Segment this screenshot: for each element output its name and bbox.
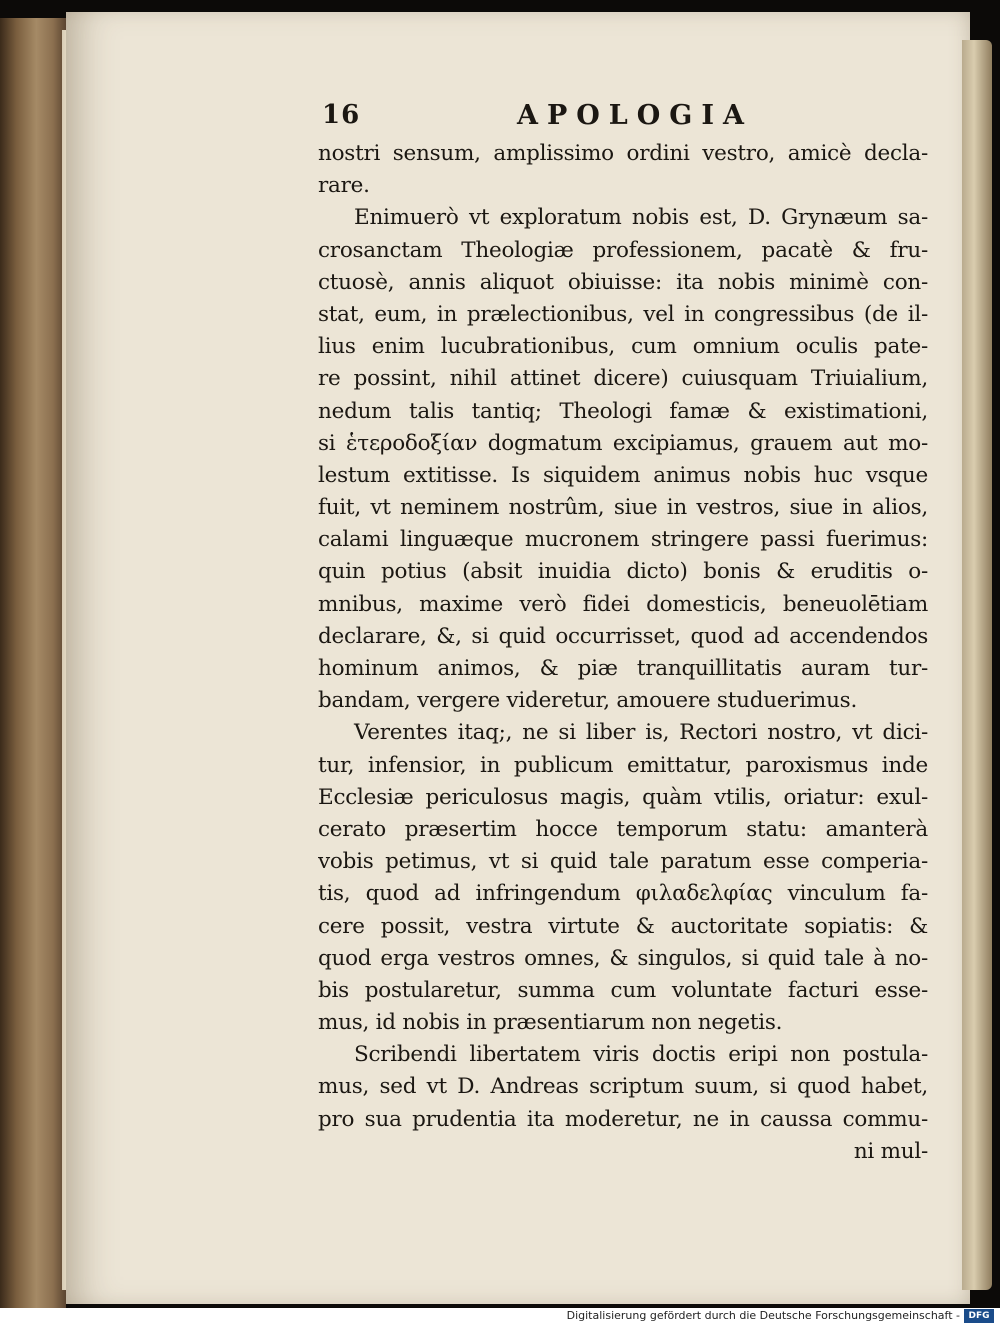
- text-line: Verentes itaq;, ne si liber is, Rectori nostro, vt dici-: [354, 720, 928, 746]
- text-line: cerato præsertim hocce temporum statu: amanterà: [318, 816, 928, 842]
- text-line: tis, quod ad infringendum φιλαδελφίας vinculum fa-: [318, 881, 928, 907]
- text-line: quin potius (absit inuidia dicto) bonis & eruditis o-: [318, 559, 928, 585]
- text-line: fuit, vt neminem nostrûm, siue in vestros, siue in alios,: [318, 495, 928, 521]
- text-line: hominum animos, & piæ tranquillitatis auram tur-: [318, 656, 928, 681]
- text-line: vobis petimus, vt si quid tale paratum esse comperia-: [318, 849, 928, 875]
- text-line: quod erga vestros omnes, & singulos, si quid tale à no-: [318, 945, 928, 971]
- book-spine: [0, 18, 66, 1308]
- running-head: APOLOGIA: [517, 100, 753, 131]
- text-line: Scribendi libertatem viris doctis eripi non postula-: [354, 1042, 928, 1068]
- text-line: crosanctam Theologiæ professionem, pacatè & fru-: [318, 237, 928, 263]
- dfg-logo: DFG: [964, 1309, 994, 1323]
- catchword: ni mul-: [853, 1138, 928, 1164]
- text-line: calami linguæque mucronem stringere passi fuerimus:: [318, 527, 928, 553]
- text-line: bis postularetur, summa cum voluntate facturi esse-: [318, 977, 928, 1003]
- body-text: [318, 138, 928, 1168]
- text-line: cere possit, vestra virtute & auctoritate sopiatis: &: [318, 913, 928, 939]
- text-line: Enimuerò vt exploratum nobis est, D. Grynæum sa-: [354, 205, 928, 231]
- digitization-footer: [0, 1308, 1000, 1325]
- text-line: bandam, vergere videretur, amouere studuerimus.: [318, 688, 858, 714]
- text-line: mnibus, maxime verò fidei domesticis, beneuolētiam: [318, 591, 928, 617]
- text-line: lestum extitisse. Is siquidem animus nobis huc vsque: [318, 462, 928, 488]
- text-line: mus, id nobis in præsentiarum non negetis.: [318, 1010, 783, 1036]
- text-line: re possint, nihil attinet dicere) cuiusquam Triuialium,: [318, 366, 928, 392]
- text-line: lius enim lucubrationibus, cum omnium oculis pate-: [318, 334, 928, 360]
- text-line: tur, infensior, in publicum emittatur, paroxismus inde: [318, 752, 928, 778]
- text-line: nostri sensum, amplissimo ordini vestro, amicè decla-: [318, 141, 928, 166]
- text-line: ctuosè, annis aliquot obiuisse: ita nobis minimè con-: [318, 269, 928, 295]
- text-line: pro sua prudentia ita moderetur, ne in caussa commu-: [318, 1106, 928, 1132]
- text-line: Ecclesiæ periculosus magis, quàm vtilis, oriatur: exul-: [318, 784, 928, 810]
- page-header: [322, 100, 842, 140]
- funding-notice: Digitalisierung gefördert durch die Deutsche Forschungsgemeinschaft -: [566, 1309, 960, 1322]
- page-number: 16: [322, 100, 361, 130]
- text-line: declarare, &, si quid occurrisset, quod ad accendendos: [318, 623, 928, 649]
- text-line: si ἑτεροδοξίαν dogmatum excipiamus, grauem aut mo-: [318, 430, 928, 456]
- text-line: stat, eum, in prælectionibus, vel in congressibus (de il-: [318, 301, 928, 327]
- text-line: rare.: [318, 173, 370, 199]
- facing-page-edge: [962, 40, 992, 1290]
- text-line: nedum talis tantiq; Theologi famæ & existimationi,: [318, 398, 928, 424]
- text-line: mus, sed vt D. Andreas scriptum suum, si quod habet,: [318, 1074, 928, 1100]
